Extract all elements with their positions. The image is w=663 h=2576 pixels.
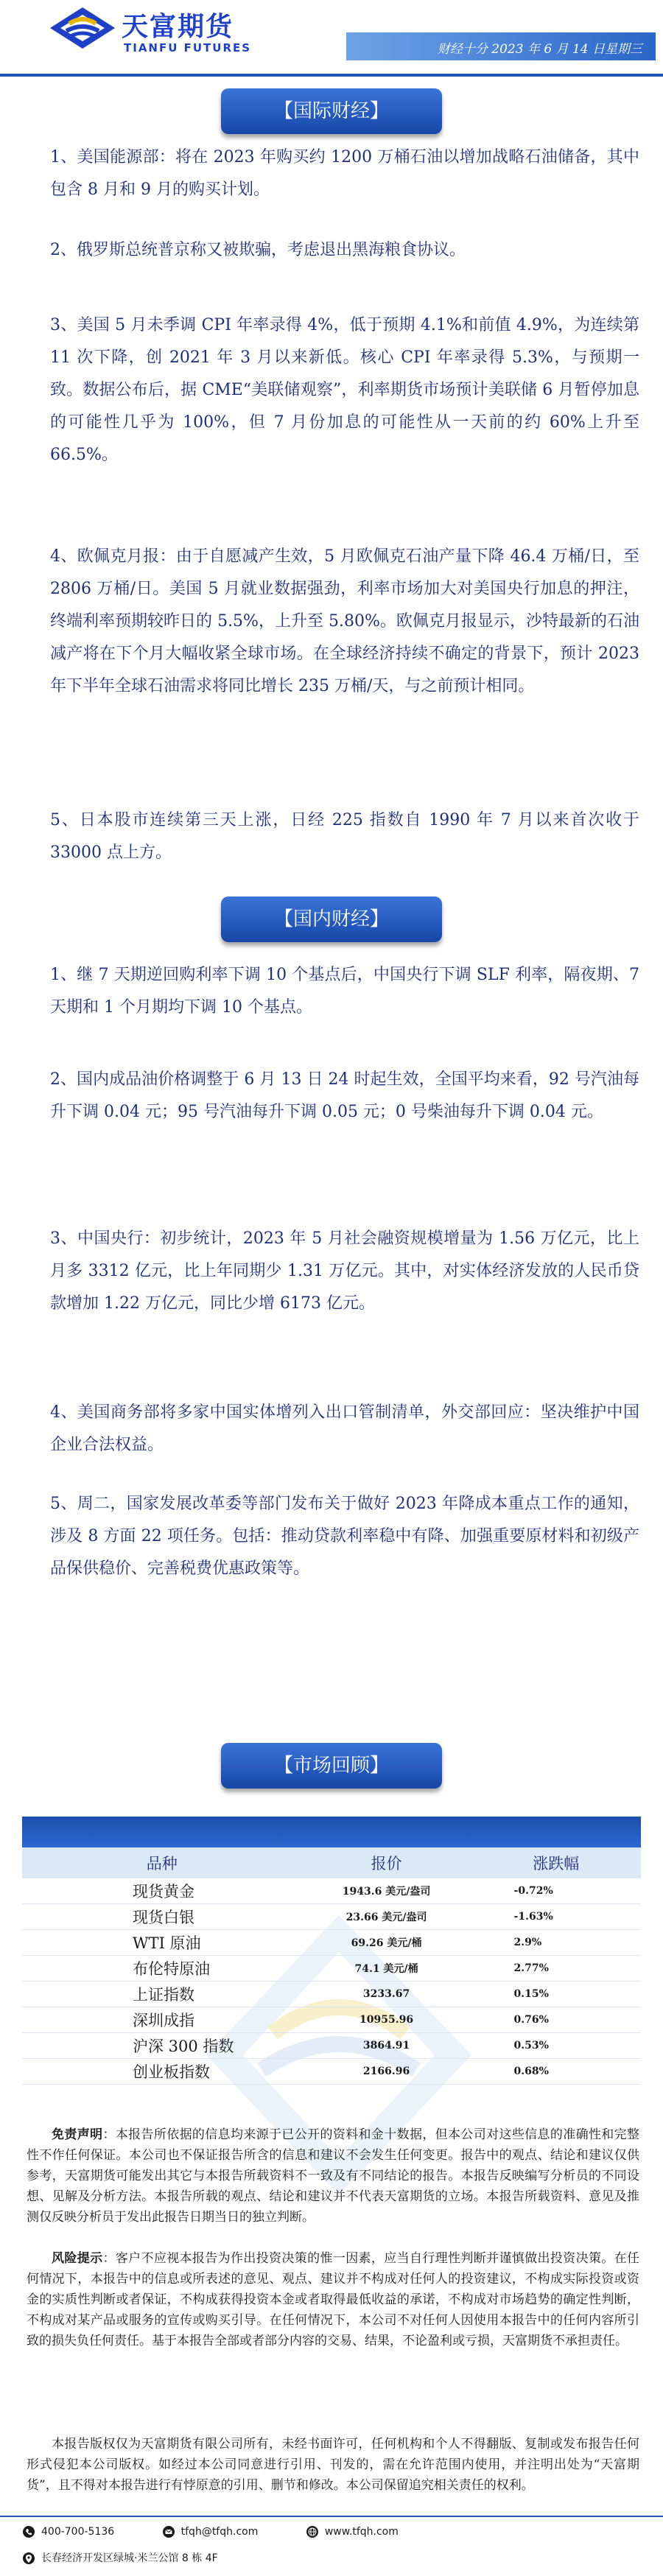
table-header-row	[22, 1847, 641, 1878]
row-price: 1943.6 美元/盎司	[302, 1878, 471, 1904]
row-name: 现货黄金	[22, 1878, 302, 1904]
risk-label: 风险提示	[52, 2251, 103, 2266]
risk-paragraph	[27, 2248, 639, 2351]
row-name: 布伦特原油	[22, 1956, 302, 1982]
row-name: 上证指数	[22, 1982, 302, 2007]
table-row	[22, 2059, 641, 2085]
table-row	[22, 1930, 641, 1956]
intl-item-2: 2、俄罗斯总统普京称又被欺骗，考虑退出黑海粮食协议。	[50, 241, 466, 259]
dom-item-1: 1、继 7 天期逆回购利率下调 10 个基点后，中国央行下调 SLF 利率，隔夜期、7 天期和 1 个月期均下调 10 个基点。	[50, 966, 639, 1017]
intl-item-4: 4、欧佩克月报：由于自愿减产生效，5 月欧佩克石油产量下降 46.4 万桶/日，至 2806 万桶/日。美国 5 月就业数据强劲，利率市场加大对美国央行加息的押注，终端利率预期较昨日的 5.5%，上升至 5.80%。欧佩克月报显示，沙特最新的石油减产将在下个月大幅收紧全球市场。在全球经济持续不确定的背景下，预计 2023 年下半年全球石油需求将同比增长 235 万桶/天，与之前预计相同。	[50, 547, 639, 695]
market-table	[22, 1847, 641, 2085]
dom-item-2: 2、国内成品油价格调整于 6 月 13 日 24 时起生效，全国平均来看，92 号汽油每升下调 0.04 元；95 号汽油每升下调 0.05 元；0 号柴油每升下调 0.04 元。	[50, 1070, 639, 1121]
footer-email[interactable]: tfqh@tfqh.com	[162, 2526, 262, 2538]
row-name: 深圳成指	[22, 2007, 302, 2033]
row-name: WTI 原油	[22, 1930, 302, 1956]
dom-item-4: 4、美国商务部将多家中国实体增列入出口管制清单，外交部回应：坚决维护中国企业合法权益。	[50, 1403, 639, 1454]
row-name: 创业板指数	[22, 2059, 302, 2085]
disclaimer-text: ：本报告所依据的信息均来源于已公开的资料和金十数据，但本公司对这些信息的准确性和完整性不作任何保证。本公司也不保证报告所含的信息和建议不会发生任何变更。报告中的观点、结论和建议仅供参考，天富期货可能发出其它与本报告所载资料不一致及有不同结论的报告。本报告反映编写分析员的不同设想、见解及分析方法。本报告所载的观点、结论和建议并不代表天富期货的立场。本报告所载资料、意见及推测仅反映分析员于发出此报告日期当日的独立判断。	[27, 2127, 640, 2225]
section-title-international: 【国际财经】	[221, 88, 442, 134]
row-change: 2.9%	[471, 1930, 641, 1956]
brand-name-en: TIANFU FUTURES	[124, 41, 252, 55]
table-row	[22, 2007, 641, 2033]
row-change: 0.76%	[471, 2007, 641, 2033]
row-price: 3864.91	[302, 2033, 471, 2059]
row-price: 3233.67	[302, 1982, 471, 2007]
table-row	[22, 1956, 641, 1982]
risk-text: ：客户不应视本报告为作出投资决策的惟一因素，应当自行理性判断并谨慎做出投资决策。在任何情况下，本报告中的信息或所表述的意见、观点、建议并不构成对任何人的投资建议，不构成实际投资或资金的实质性判断或者保证，不构成获得投资本金或者取得最低收益的承诺，不构成对市场趋势的确定性判断，不构成对某产品或服务的宣传或购买引导。在任何情况下，本公司不对任何人因使用本报告中的任何内容所引致的损失负任何责任。基于本报告全部或者部分内容的交易、结果，不论盈利或亏损，天富期货不承担责任。	[27, 2251, 640, 2348]
brand-name-cn: 天富期货	[122, 12, 234, 42]
table-row	[22, 1982, 641, 2007]
section-title-market: 【市场回顾】	[221, 1743, 442, 1789]
row-change: -1.63%	[471, 1904, 641, 1930]
table-row	[22, 1878, 641, 1904]
phone-icon	[22, 2525, 35, 2538]
row-change: -0.72%	[471, 1878, 641, 1904]
table-row	[22, 1904, 641, 1930]
row-price: 69.26 美元/桶	[302, 1930, 471, 1956]
intl-item-1: 1、美国能源部：将在 2023 年购买约 1200 万桶石油以增加战略石油储备，其中包含 8 月和 9 月的购买计划。	[50, 148, 639, 199]
row-price: 2166.96	[302, 2059, 471, 2085]
intl-item-5: 5、日本股市连续第三天上涨，日经 225 指数自 1990 年 7 月以来首次收于 33000 点上方。	[50, 811, 639, 862]
table-title-band	[22, 1817, 641, 1847]
row-name: 现货白银	[22, 1904, 302, 1930]
disclaimer-paragraph	[27, 2124, 639, 2228]
row-price: 74.1 美元/桶	[302, 1956, 471, 1982]
row-change: 0.68%	[471, 2059, 641, 2085]
copyright-paragraph: 本报告版权仅为天富期货有限公司所有，未经书面许可，任何机构和个人不得翻版、复制或发布报告任何形式侵犯本公司版权。如经过本公司同意进行引用、刊发的，需在允许范围内使用，并注明出处为“天富期货”，且不得对本报告进行有悖原意的引用、删节和修改。本公司保留追究相关责任的权利。	[27, 2437, 639, 2493]
row-price: 23.66 美元/盎司	[302, 1904, 471, 1930]
row-name: 沪深 300 指数	[22, 2033, 302, 2059]
date-banner	[346, 32, 656, 60]
row-change: 0.15%	[471, 1982, 641, 2007]
header-divider	[0, 74, 663, 77]
email-icon	[162, 2525, 175, 2538]
page-header	[0, 0, 663, 77]
footer-website[interactable]: www.tfqh.com	[306, 2526, 399, 2538]
footer-address-line	[22, 2550, 218, 2565]
tianfu-logo-icon	[47, 6, 118, 50]
row-change: 0.53%	[471, 2033, 641, 2059]
footer-phone: 400-700-5136	[22, 2526, 118, 2538]
date-line: 财经十分 2023 年 6 月 14 日星期三	[437, 42, 642, 57]
intl-item-3: 3、美国 5 月未季调 CPI 年率录得 4%，低于预期 4.1%和前值 4.9%，为连续第 11 次下降，创 2021 年 3 月以来新低。核心 CPI 年率录得 5.3%，与预期一致。数据公布后，据 CME“美联储观察”，利率期货市场预计美联储 6 月暂停加息的可能性几乎为 100%，但 7 月份加息的可能性从一天前的约 60%上升至 66.5%。	[50, 316, 639, 464]
disclaimer-label: 免责声明	[52, 2127, 103, 2142]
footer-divider	[0, 2516, 663, 2517]
col-header-price: 报价	[302, 1847, 471, 1878]
footer-address: 长春经济开发区绿城·米兰公馆 8 栋 4F	[41, 2552, 218, 2564]
table-row	[22, 2033, 641, 2059]
footer-contacts	[22, 2525, 399, 2538]
row-price: 10955.96	[302, 2007, 471, 2033]
row-change: 2.77%	[471, 1956, 641, 1982]
col-header-change: 涨跌幅	[471, 1847, 641, 1878]
location-pin-icon	[22, 2552, 35, 2565]
dom-item-5: 5、周二，国家发展改革委等部门发布关于做好 2023 年降成本重点工作的通知，涉及 8 方面 22 项任务。包括：推动贷款利率稳中有降、加强重要原材料和初级产品保供稳价、完善税费优惠政策等。	[50, 1495, 639, 1578]
section-title-domestic: 【国内财经】	[221, 896, 442, 942]
globe-icon	[306, 2525, 319, 2538]
dom-item-3: 3、中国央行：初步统计，2023 年 5 月社会融资规模增量为 1.56 万亿元，比上月多 3312 亿元，比上年同期少 1.31 万亿元。其中，对实体经济发放的人民币贷款增加 1.22 万亿元，同比少增 6173 亿元。	[50, 1229, 639, 1313]
col-header-name: 品种	[22, 1847, 302, 1878]
